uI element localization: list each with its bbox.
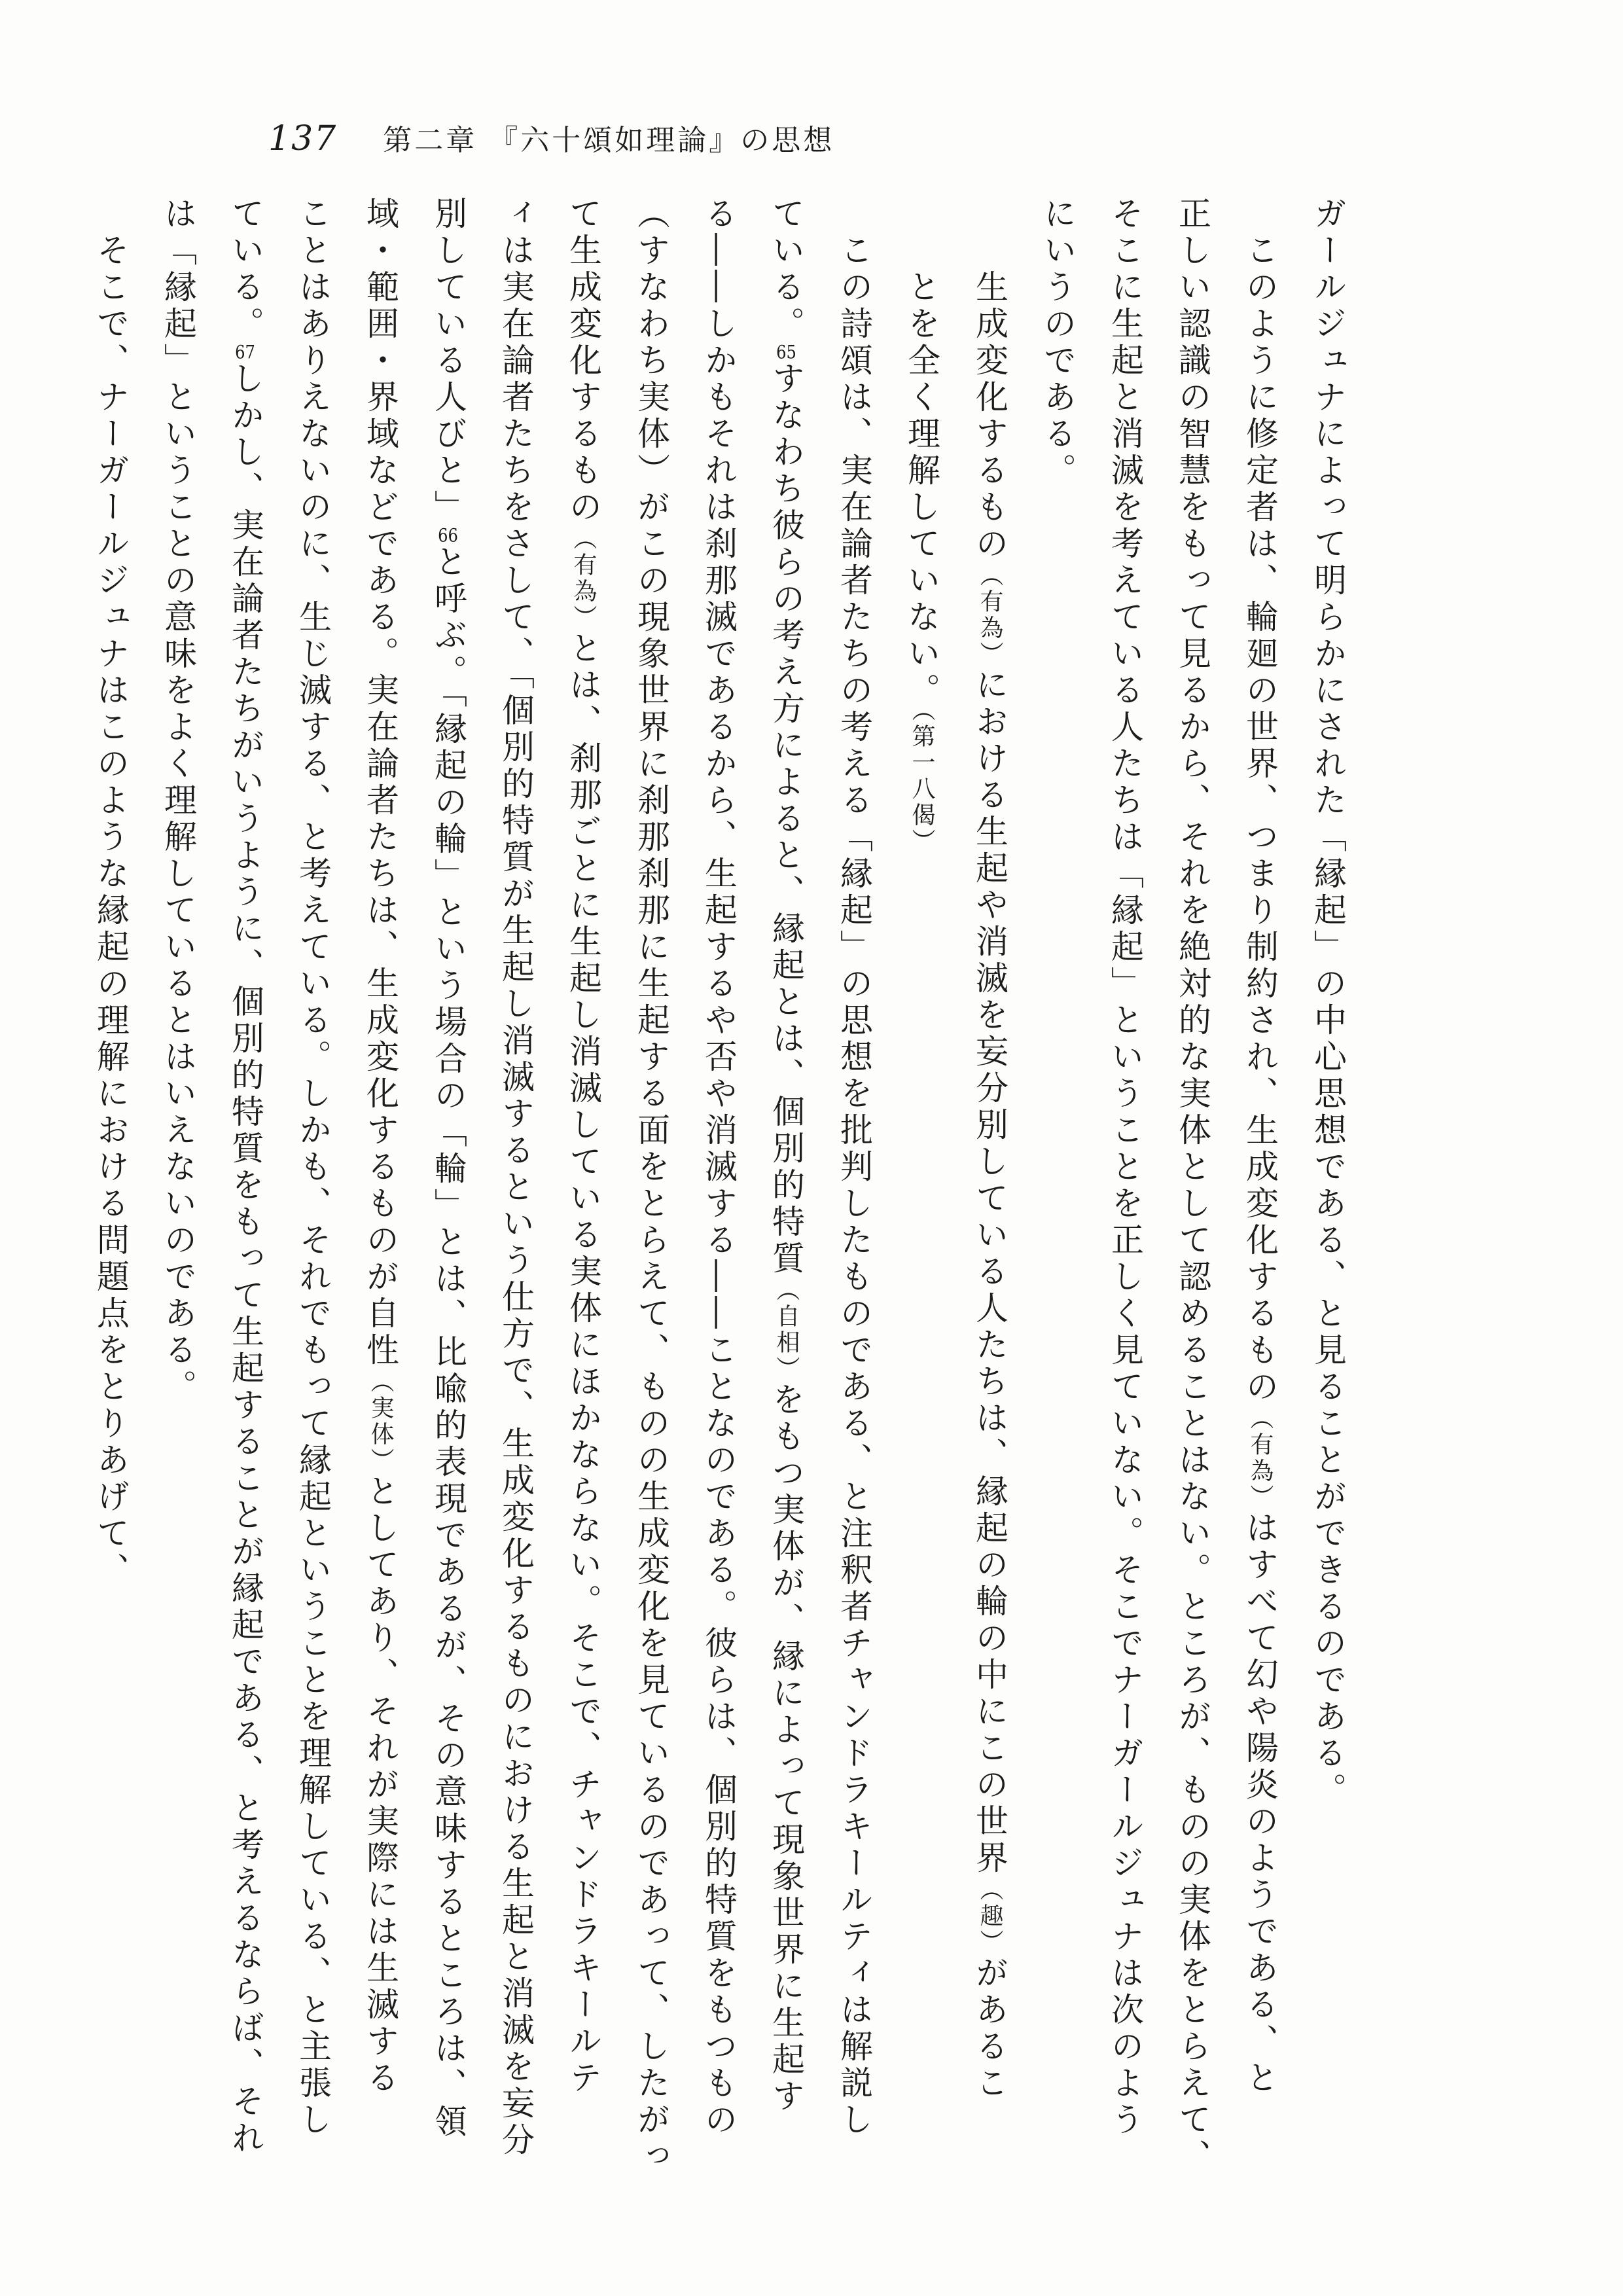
line-text: このように修定者は、輪廻の世界、つまり制約され、生成変化するもの (1241, 196, 1279, 1406)
line-text: そこに生起と消滅を考えている人たちは「縁起」ということを正しく見ていない。そこでナーガールジュナは次のよう (1106, 196, 1144, 2139)
line-text: をもつ実体が、縁によって現象世界に生起す (767, 1382, 805, 2115)
text-line (1294, 196, 1361, 1833)
line-text: ている。 (767, 196, 805, 343)
line-text: そこで、ナーガールジュナはこのような縁起の理解における問題点をとりあげて、 (92, 196, 130, 1589)
running-title: 第二章 『六十頌如理論』の思想 (383, 124, 835, 157)
line-text: があるこ (971, 1956, 1008, 2102)
text-line (77, 196, 144, 1833)
line-text: しかし、実在論者たちがいうように、個別的特質をもって生起することが縁起である、と考えるならば、それ (226, 361, 264, 2157)
line-text: ィは実在論者たちをさして、「個別的特質が生起し消滅するという仕方で、生成変化するものにおける生起と消滅を妄分 (497, 196, 535, 2159)
line-text: は「縁起」ということの意味をよく理解しているとはいえないのである。 (159, 196, 197, 1406)
text-line (1091, 196, 1158, 2139)
line-text: （すなわち実体）がこの現象世界に刹那刹那に生起する面をとらえて、ものの生成変化を見ているのであって、したがっ (632, 196, 670, 2176)
line-text: ている。 (226, 196, 264, 343)
line-text: る――しかもそれは刹那滅であるから、生起するや否や消滅する――ことなのである。彼らは、個別的特質をもつもの (700, 196, 738, 2139)
text-line (1226, 196, 1294, 2097)
text-line (211, 196, 279, 2157)
text-line (549, 196, 617, 2097)
text-line (482, 196, 549, 2159)
line-text: にいうのである。 (1039, 196, 1077, 490)
text-line (820, 196, 887, 2139)
text-line (752, 196, 820, 2115)
vertical-body-text (92, 196, 1361, 2176)
inline-note: （有為） (976, 563, 1003, 668)
line-text: ガールジュナによって明らかにされた「縁起」の中心思想である、と見ることができるのである。 (1309, 196, 1347, 1809)
line-text: 域・範囲・界域などである。実在論者たちは、生成変化するものが自性 (361, 196, 399, 1369)
inline-note: （有為） (570, 526, 597, 631)
inline-note: （有為） (1247, 1406, 1274, 1511)
line-text: 生成変化するもの (971, 196, 1008, 563)
line-text: とを全く理解していない。 (902, 196, 940, 709)
text-line (346, 196, 414, 2097)
line-text: における生起や消滅を妄分別している人たちは、縁起の輪の中にこの世界 (971, 668, 1008, 1877)
page-number: 137 (268, 119, 338, 158)
text-line (414, 196, 482, 2141)
footnote-ref: 66 (438, 526, 458, 545)
text-line (279, 196, 346, 2139)
line-text: ことはありえないのに、生じ滅する、と考えている。しかも、それでもって縁起ということを理解している、と主張し (294, 196, 332, 2139)
line-text: としてあり、それが実際には生滅する (361, 1474, 399, 2097)
inline-note: （第一八偈） (908, 709, 935, 855)
inline-note: （趣） (976, 1877, 1003, 1956)
line-text: 別している人びと」 (429, 196, 467, 526)
line-text: 正しい認識の智慧をもって見るから、それを絶対的な実体として認めることはない。ところが、ものの実体をとらえて、 (1173, 196, 1211, 2176)
footnote-ref: 67 (235, 343, 255, 361)
line-text: この詩頌は、実在論者たちの考える「縁起」の思想を批判したものである、と注釈者チャンドラキールティは解説し (835, 196, 873, 2139)
line-text: とは、刹那ごとに生起し消滅している実体にほかならない。そこで、チャンドラキールテ (564, 631, 602, 2097)
text-line (617, 196, 685, 2176)
line-text: はすべて幻や陽炎のようである、と (1241, 1511, 1279, 2097)
line-text: すなわち彼らの考え方によると、縁起とは、個別的特質 (767, 361, 805, 1278)
text-line (1024, 196, 1091, 1833)
page-header (268, 117, 834, 158)
text-line (1158, 196, 1226, 2176)
text-line (144, 196, 211, 1833)
inline-note: （自相） (773, 1278, 800, 1382)
inline-note: （実体） (367, 1369, 394, 1474)
line-text: と呼ぶ。「縁起の輪」という場合の「輪」とは、比喩的表現であるが、その意味するところは、領 (429, 545, 467, 2141)
line-text: て生成変化するもの (564, 196, 602, 526)
text-line (685, 196, 752, 2139)
footnote-ref: 65 (776, 343, 796, 361)
text-line (887, 196, 955, 1833)
text-line (955, 196, 1024, 2102)
